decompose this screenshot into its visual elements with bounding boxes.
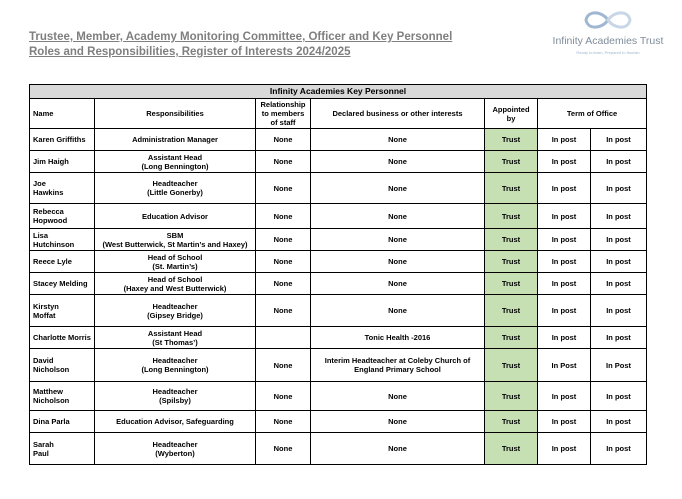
cell-name: Rebecca Hopwood xyxy=(30,204,95,229)
cell-declared-interests: None xyxy=(311,411,485,433)
cell-term-end: In post xyxy=(591,295,647,327)
cell-appointed-by: Trust xyxy=(485,173,538,204)
cell-name: Lisa Hutchinson xyxy=(30,229,95,251)
cell-relationship: None xyxy=(256,382,311,411)
cell-declared-interests: None xyxy=(311,433,485,465)
cell-appointed-by: Trust xyxy=(485,411,538,433)
table-row xyxy=(30,349,647,382)
cell-relationship: None xyxy=(256,295,311,327)
cell-term-end: In post xyxy=(591,433,647,465)
cell-term-end: In post xyxy=(591,327,647,349)
table-row xyxy=(30,295,647,327)
cell-declared-interests: None xyxy=(311,129,485,151)
cell-relationship: None xyxy=(256,151,311,173)
cell-declared-interests: None xyxy=(311,229,485,251)
table-row xyxy=(30,251,647,273)
cell-responsibilities: Headteacher (Long Bennington) xyxy=(95,349,256,382)
table-body xyxy=(30,129,647,465)
header-name: Name xyxy=(30,99,95,129)
table-row xyxy=(30,433,647,465)
table-title: Infinity Academies Key Personnel xyxy=(30,85,647,99)
infinity-logo-icon xyxy=(580,8,636,32)
cell-name: Dina Parla xyxy=(30,411,95,433)
cell-term-start: In post xyxy=(538,295,591,327)
cell-name: Charlotte Morris xyxy=(30,327,95,349)
cell-term-start: In post xyxy=(538,151,591,173)
heading-line-1: Trustee, Member, Academy Monitoring Committee, Officer and Key Personnel xyxy=(29,31,453,43)
cell-relationship: None xyxy=(256,129,311,151)
cell-responsibilities: Assistant Head (St Thomas’) xyxy=(95,327,256,349)
cell-term-start: In post xyxy=(538,433,591,465)
header-term-of-office: Term of Office xyxy=(538,99,647,129)
table-row xyxy=(30,129,647,151)
cell-responsibilities: Head of School (St. Martin’s) xyxy=(95,251,256,273)
cell-name: Sarah Paul xyxy=(30,433,95,465)
cell-appointed-by: Trust xyxy=(485,382,538,411)
heading-line-2: Roles and Responsibilities, Register of Interests 2024/2025 xyxy=(29,46,351,58)
cell-term-end: In Post xyxy=(591,349,647,382)
cell-declared-interests: None xyxy=(311,382,485,411)
logo-name: Infinity Academies Trust xyxy=(552,35,664,47)
table-row xyxy=(30,382,647,411)
cell-term-start: In Post xyxy=(538,349,591,382)
cell-name: Jim Haigh xyxy=(30,151,95,173)
cell-term-end: In post xyxy=(591,251,647,273)
cell-relationship xyxy=(256,327,311,349)
cell-appointed-by: Trust xyxy=(485,151,538,173)
cell-appointed-by: Trust xyxy=(485,327,538,349)
cell-appointed-by: Trust xyxy=(485,204,538,229)
table-row xyxy=(30,273,647,295)
cell-responsibilities: SBM (West Butterwick, St Martin’s and Haxey) xyxy=(95,229,256,251)
cell-name: Joe Hawkins xyxy=(30,173,95,204)
cell-declared-interests: None xyxy=(311,204,485,229)
cell-responsibilities: Administration Manager xyxy=(95,129,256,151)
header-responsibilities: Responsibilities xyxy=(95,99,256,129)
cell-name: Matthew Nicholson xyxy=(30,382,95,411)
cell-name: David Nicholson xyxy=(30,349,95,382)
cell-appointed-by: Trust xyxy=(485,251,538,273)
cell-name: Karen Griffiths xyxy=(30,129,95,151)
logo-tagline: Ready to learn, Prepared to flourish xyxy=(576,50,640,55)
cell-term-end: In post xyxy=(591,411,647,433)
table-row xyxy=(30,151,647,173)
cell-term-start: In post xyxy=(538,251,591,273)
cell-relationship: None xyxy=(256,411,311,433)
cell-declared-interests: None xyxy=(311,173,485,204)
cell-term-start: In post xyxy=(538,327,591,349)
cell-appointed-by: Trust xyxy=(485,349,538,382)
cell-term-start: In post xyxy=(538,411,591,433)
table-row xyxy=(30,173,647,204)
cell-term-end: In post xyxy=(591,229,647,251)
table-row xyxy=(30,204,647,229)
cell-name: Stacey Melding xyxy=(30,273,95,295)
cell-relationship: None xyxy=(256,204,311,229)
cell-relationship: None xyxy=(256,173,311,204)
cell-relationship: None xyxy=(256,349,311,382)
cell-declared-interests: Interim Headteacher at Coleby Church of England Primary School xyxy=(311,349,485,382)
header-declared-interests: Declared business or other interests xyxy=(311,99,485,129)
cell-appointed-by: Trust xyxy=(485,295,538,327)
cell-responsibilities: Headteacher (Wyberton) xyxy=(95,433,256,465)
cell-declared-interests: None xyxy=(311,295,485,327)
cell-name: Kirstyn Moffat xyxy=(30,295,95,327)
table-row xyxy=(30,327,647,349)
cell-declared-interests: None xyxy=(311,273,485,295)
cell-term-start: In post xyxy=(538,173,591,204)
cell-declared-interests: Tonic Health -2016 xyxy=(311,327,485,349)
cell-declared-interests: None xyxy=(311,151,485,173)
header-appointed-by: Appointed by xyxy=(485,99,538,129)
cell-relationship: None xyxy=(256,251,311,273)
cell-responsibilities: Headteacher (Little Gonerby) xyxy=(95,173,256,204)
cell-appointed-by: Trust xyxy=(485,273,538,295)
cell-name: Reece Lyle xyxy=(30,251,95,273)
cell-responsibilities: Education Advisor, Safeguarding xyxy=(95,411,256,433)
cell-responsibilities: Headteacher (Spilsby) xyxy=(95,382,256,411)
cell-appointed-by: Trust xyxy=(485,433,538,465)
table-row xyxy=(30,229,647,251)
cell-term-start: In post xyxy=(538,382,591,411)
cell-responsibilities: Assistant Head (Long Bennington) xyxy=(95,151,256,173)
cell-declared-interests: None xyxy=(311,251,485,273)
cell-term-end: In post xyxy=(591,173,647,204)
cell-responsibilities: Headteacher (Gipsey Bridge) xyxy=(95,295,256,327)
cell-term-end: In post xyxy=(591,273,647,295)
document-heading xyxy=(29,30,452,60)
cell-relationship: None xyxy=(256,433,311,465)
cell-relationship: None xyxy=(256,229,311,251)
cell-term-start: In post xyxy=(538,129,591,151)
cell-term-end: In post xyxy=(591,382,647,411)
key-personnel-table xyxy=(29,84,647,465)
cell-responsibilities: Education Advisor xyxy=(95,204,256,229)
cell-term-start: In post xyxy=(538,229,591,251)
cell-term-end: In post xyxy=(591,129,647,151)
trust-logo xyxy=(540,8,676,66)
cell-appointed-by: Trust xyxy=(485,129,538,151)
header-relationship: Relationship to members of staff xyxy=(256,99,311,129)
cell-term-start: In post xyxy=(538,273,591,295)
cell-relationship: None xyxy=(256,273,311,295)
cell-term-end: In post xyxy=(591,151,647,173)
cell-appointed-by: Trust xyxy=(485,229,538,251)
cell-responsibilities: Head of School (Haxey and West Butterwick) xyxy=(95,273,256,295)
cell-term-start: In post xyxy=(538,204,591,229)
cell-term-end: In post xyxy=(591,204,647,229)
table-row xyxy=(30,411,647,433)
